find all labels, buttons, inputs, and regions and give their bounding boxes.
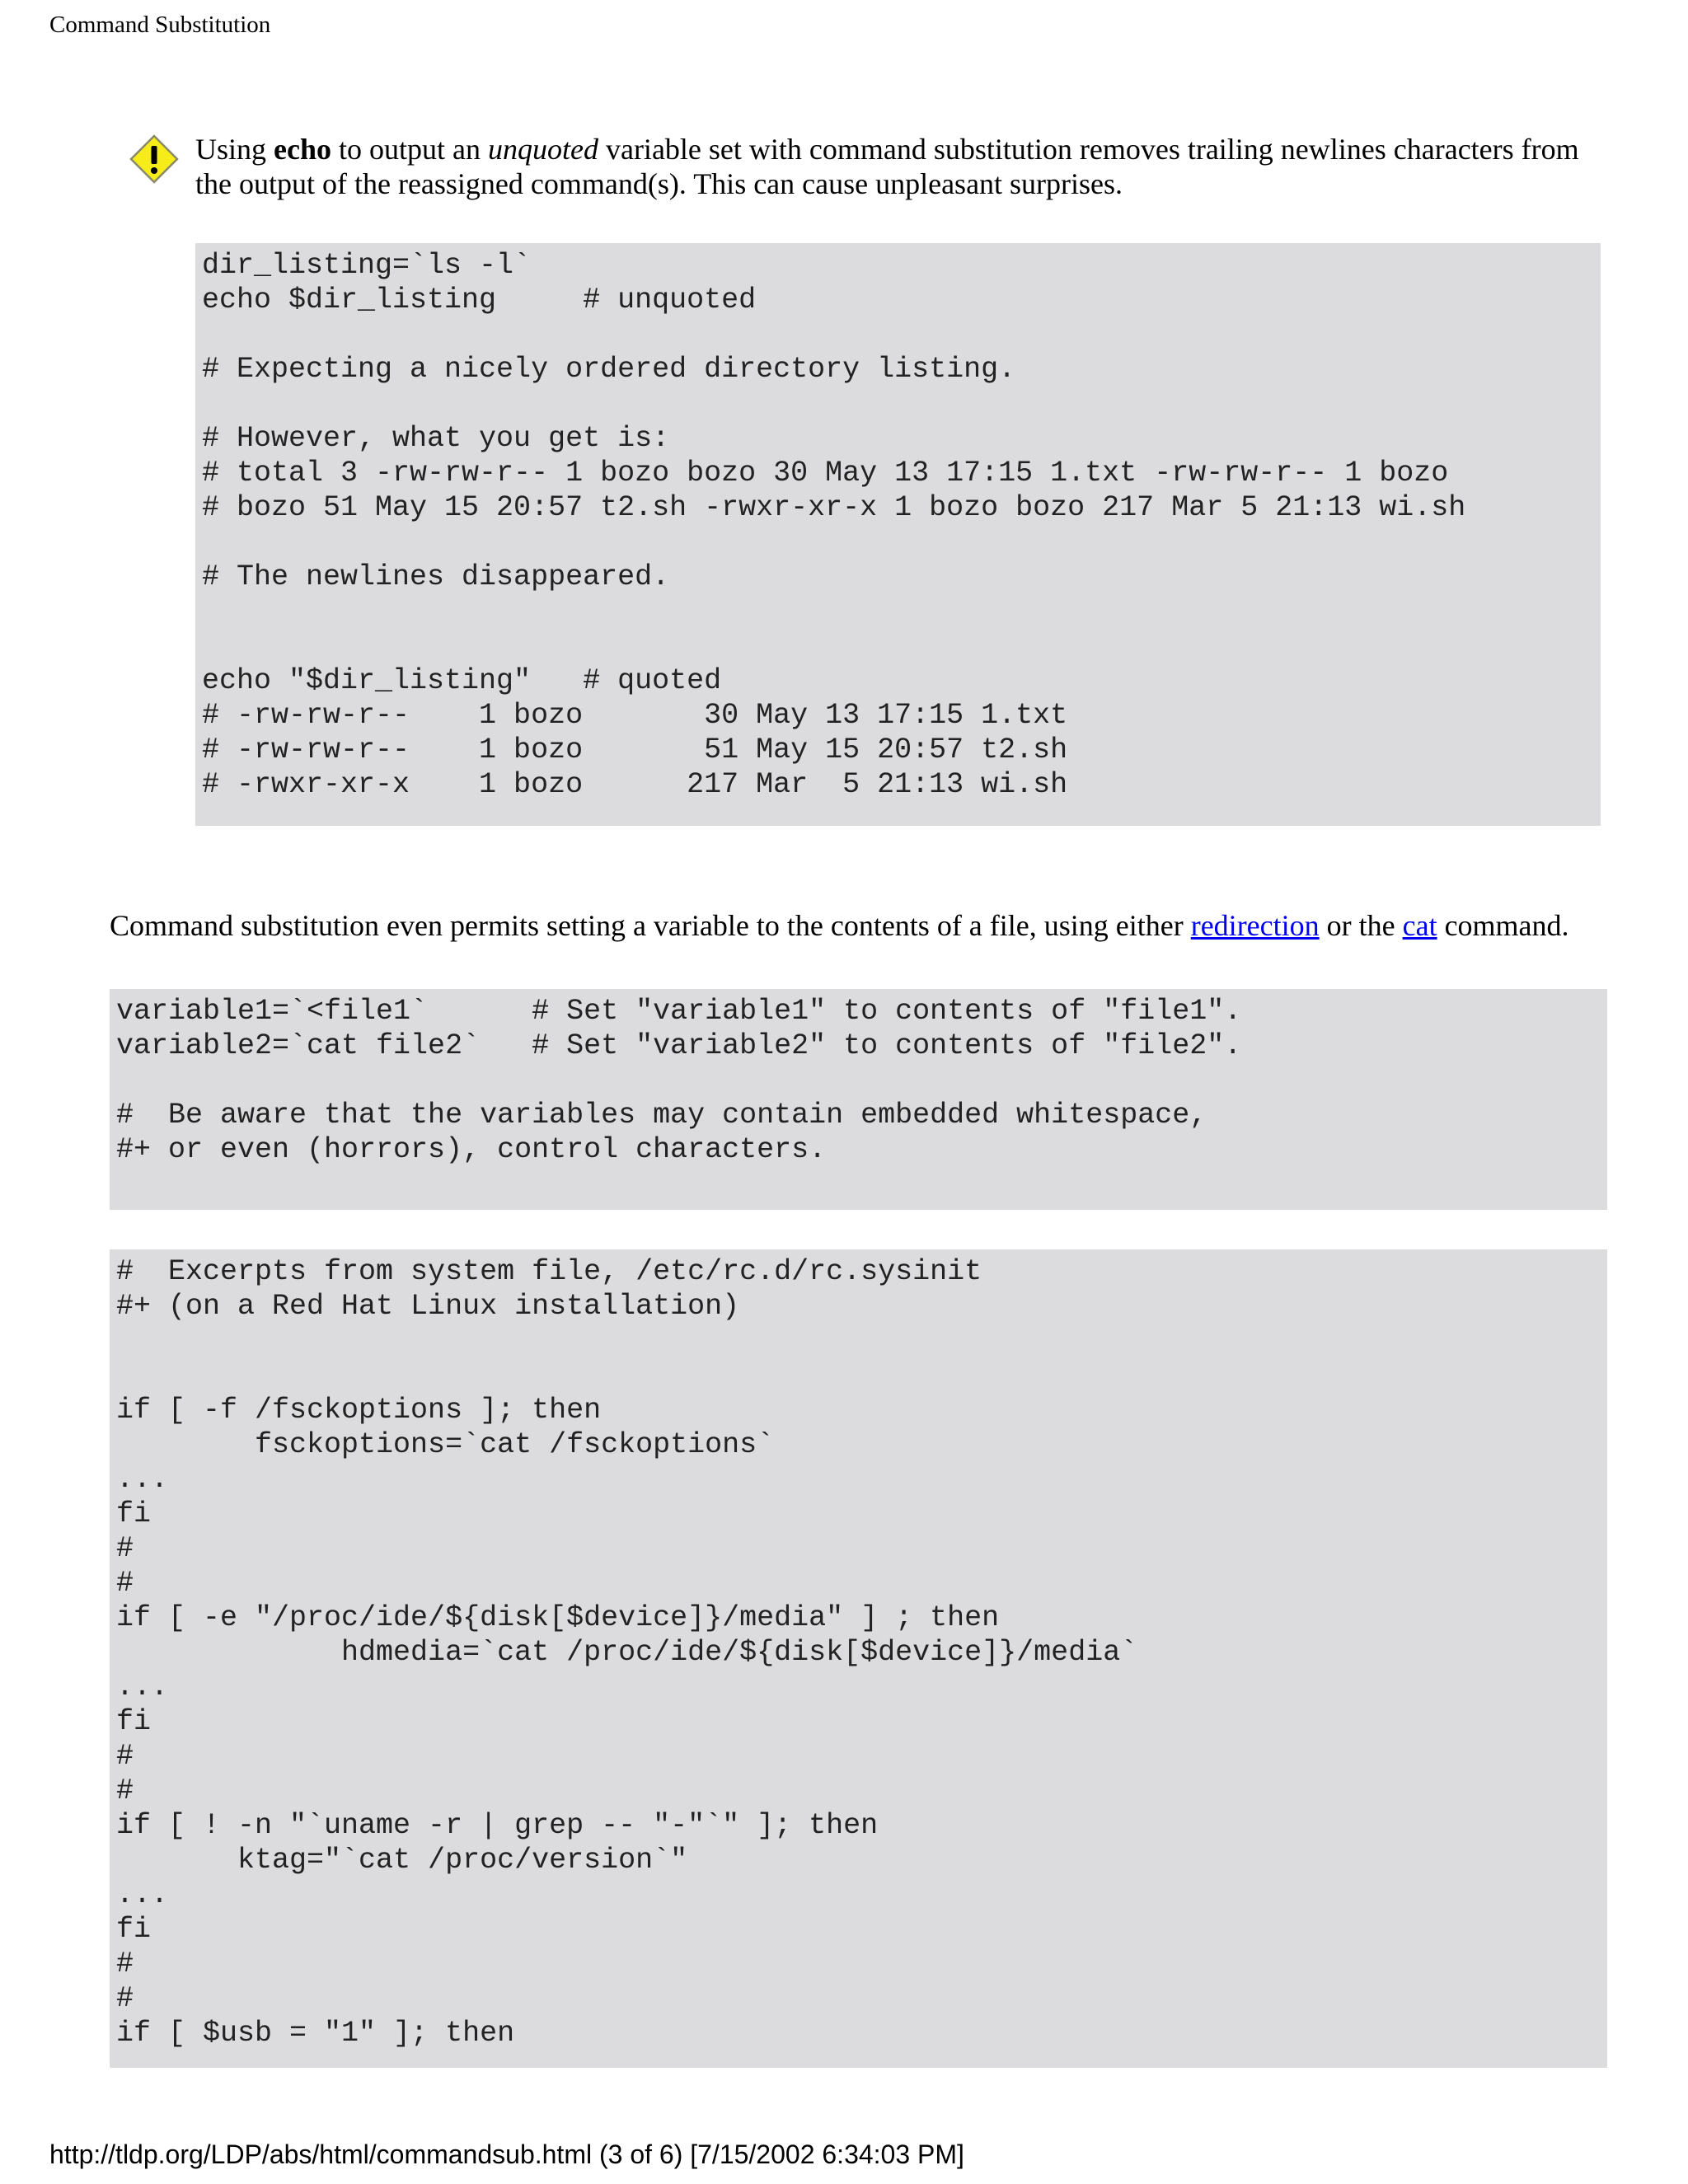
warning-icon [129, 134, 180, 185]
link-cat[interactable]: cat [1402, 909, 1437, 942]
page-footer-url: http://tldp.org/LDP/abs/html/commandsub.html (3 of 6) [7/15/2002 6:34:03 PM] [49, 2139, 964, 2169]
code-block-rc-sysinit: # Excerpts from system file, /etc/rc.d/rc.sysinit #+ (on a Red Hat Linux installation) if [ -f /fsckoptions ]; then fsckoptions=`cat /fsckoptions` ... fi # # if [ -e "/proc/ide/${disk[$device]}/media" ] ; then hdmedia=`cat /proc/ide/${disk[$device]}/media` ... fi # # if [ ! -n "`uname -r | grep -- "-"`" ]; then ktag="`cat /proc/version`" ... fi # # if [ $usb = "1" ]; then [110, 1249, 1607, 2068]
code-block-echo-listing: dir_listing=`ls -l` echo $dir_listing # unquoted # Expecting a nicely ordered directory listing. # However, what you get is: # total 3 -rw-rw-r-- 1 bozo bozo 30 May 13 17:15 1.txt -rw-rw-r-- 1 bozo # bozo 51 May 15 20:57 t2.sh -rwxr-xr-x 1 bozo bozo 217 Mar 5 21:13 wi.sh # The newlines disappeared. echo "$dir_listing" # quoted # -rw-rw-r-- 1 bozo 30 May 13 17:15 1.txt # -rw-rw-r-- 1 bozo 51 May 15 20:57 t2.sh # -rwxr-xr-x 1 bozo 217 Mar 5 21:13 wi.sh [195, 243, 1601, 826]
warning-command-echo: echo [274, 133, 331, 166]
body-paragraph [110, 908, 1610, 943]
warning-text-3: variable set with command substitution removes trailing newlines characters from the output of the reassigned command(s). This can cause unpleasant surprises. [195, 133, 1579, 200]
warning-text-2: to output an [331, 133, 488, 166]
warning-text-1: Using [195, 133, 274, 166]
paragraph-text-1: Command substitution even permits setting a variable to the contents of a file, using either [110, 909, 1191, 942]
paragraph-text-3: command. [1437, 909, 1569, 942]
code-block-file-variables: variable1=`<file1` # Set "variable1" to contents of "file1". variable2=`cat file2` # Set "variable2" to contents of "file2". # Be aware that the variables may contain embedded whitespace, #+ or even (horrors), control characters. [110, 989, 1607, 1210]
page-header-title: Command Substitution [49, 12, 271, 38]
warning-note [195, 132, 1605, 201]
warning-emphasis-unquoted: unquoted [487, 133, 598, 166]
link-redirection[interactable]: redirection [1190, 909, 1320, 942]
paragraph-text-2: or the [1319, 909, 1403, 942]
